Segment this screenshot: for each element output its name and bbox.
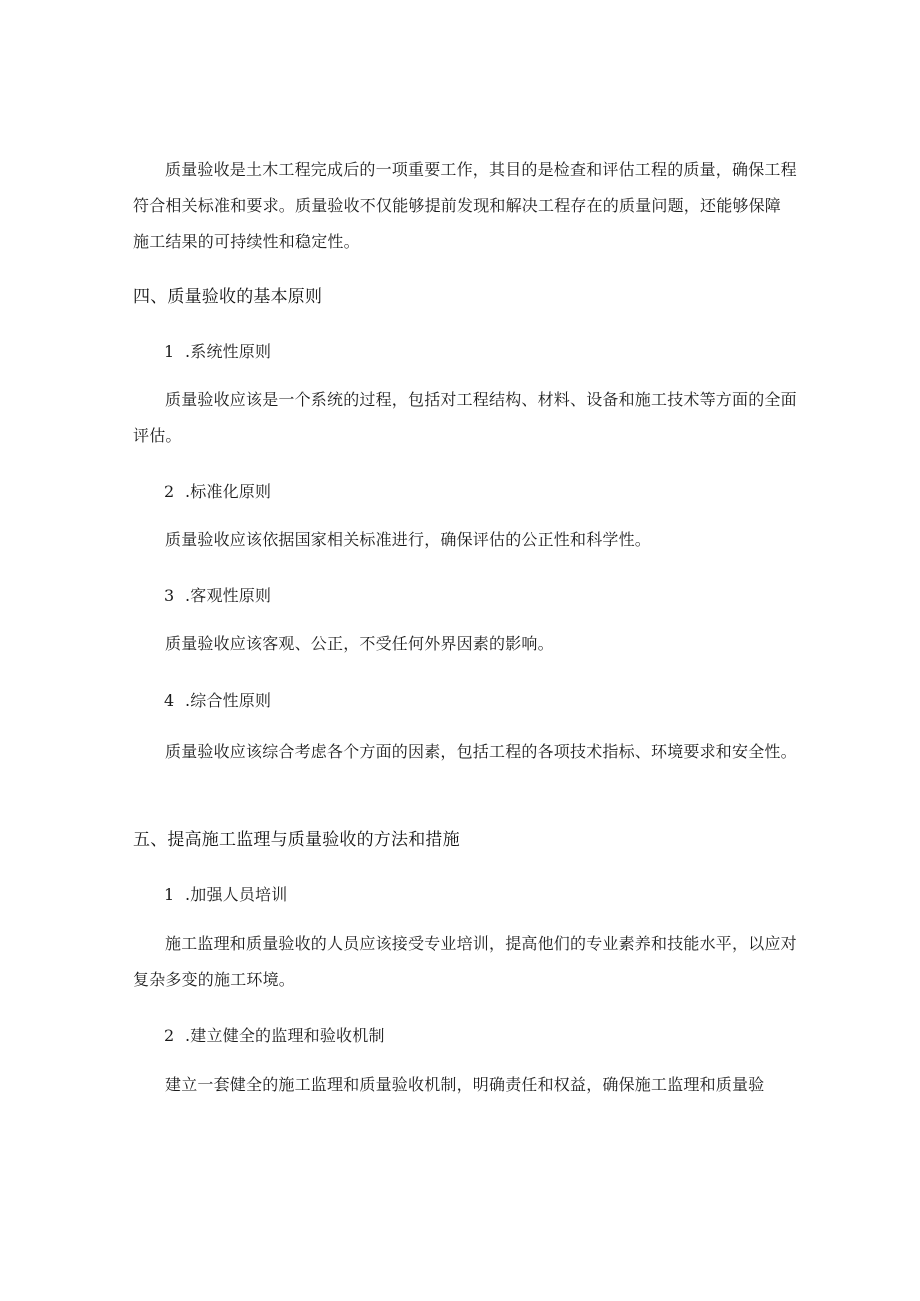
measure-1-label: 1 .加强人员培训 bbox=[164, 885, 288, 904]
principle-2-text: 质量验收应该依据国家相关标准进行，确保评估的公正性和科学性。 bbox=[165, 530, 652, 549]
section-5-heading: 五、提高施工监理与质量验收的方法和措施 bbox=[133, 830, 460, 850]
principle-4-label: 4 .综合性原则 bbox=[164, 691, 272, 710]
principle-3-label: 3 .客观性原则 bbox=[164, 586, 272, 605]
principle-4-text: 质量验收应该综合考虑各个方面的因素，包括工程的各项技术指标、环境要求和安全性。 bbox=[165, 742, 797, 761]
section-4-heading: 四、质量验收的基本原则 bbox=[133, 287, 323, 307]
principle-1-label: 1 .系统性原则 bbox=[164, 342, 272, 361]
measure-2-label: 2 .建立健全的监理和验收机制 bbox=[164, 1026, 385, 1045]
principle-1-text: 质量验收应该是一个系统的过程，包括对工程结构、材料、设备和施工技术等方面的全面评估。 bbox=[133, 390, 797, 445]
principle-2-label: 2 .标准化原则 bbox=[164, 482, 272, 501]
measure-2-text: 建立一套健全的施工监理和质量验收机制，明确责任和权益，确保施工监理和质量验 bbox=[165, 1075, 765, 1094]
principle-3-text: 质量验收应该客观、公正，不受任何外界因素的影响。 bbox=[165, 634, 554, 653]
intro-paragraph: 质量验收是土木工程完成后的一项重要工作，其目的是检查和评估工程的质量，确保工程符合相关标准和要求。质量验收不仅能够提前发现和解决工程存在的质量问题，还能够保障施工结果的可持续性和稳定性。 bbox=[133, 160, 797, 251]
measure-1-text: 施工监理和质量验收的人员应该接受专业培训，提高他们的专业素养和技能水平，以应对复杂多变的施工环境。 bbox=[133, 934, 797, 989]
